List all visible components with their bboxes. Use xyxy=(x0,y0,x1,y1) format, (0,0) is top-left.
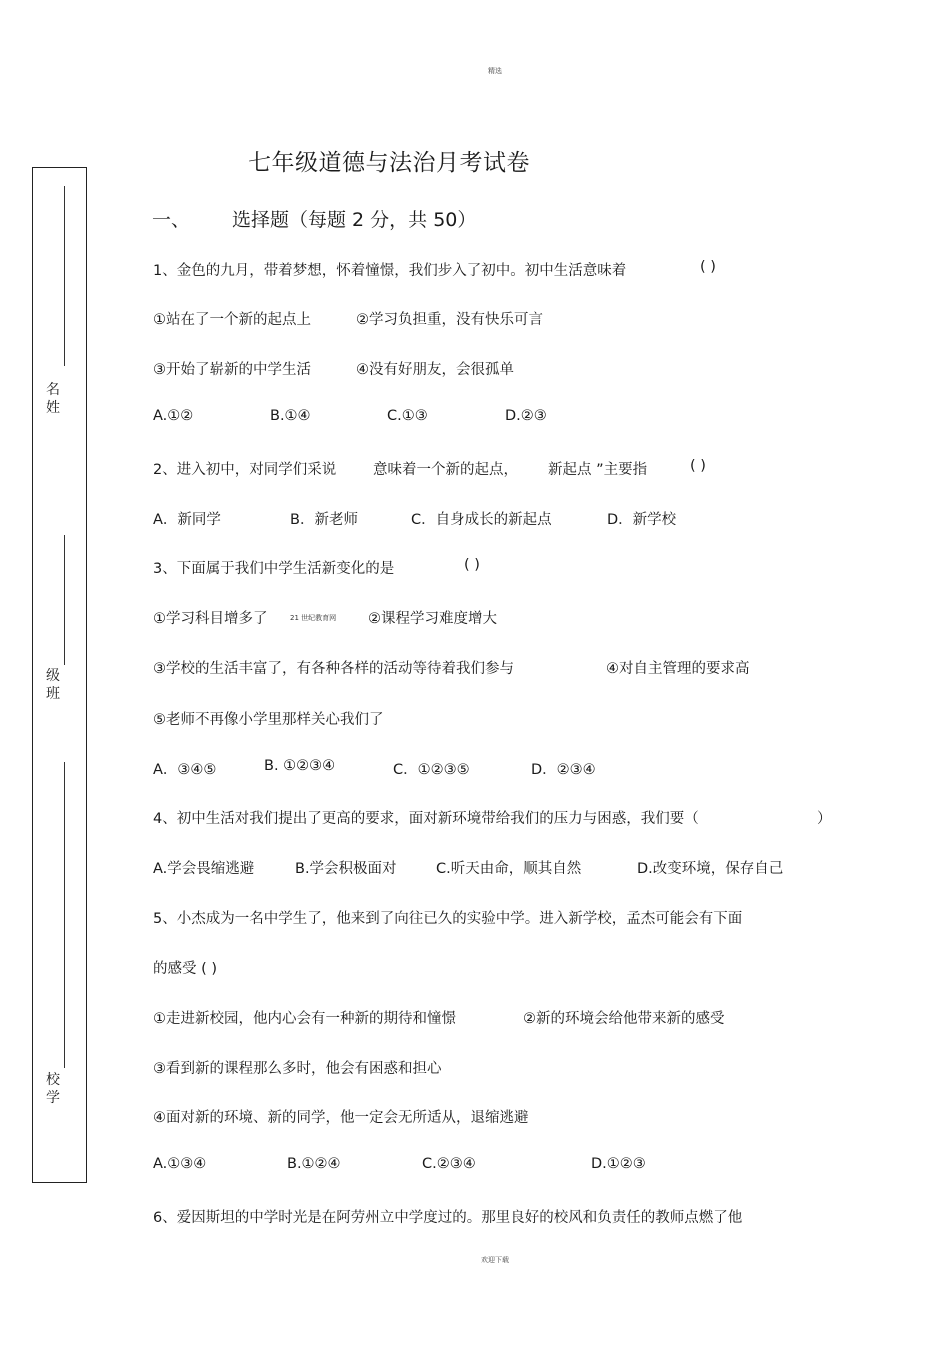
choice-c: C．①②③⑤ xyxy=(393,762,470,778)
answer-paren: ( ) xyxy=(700,259,716,275)
choice-c: C.①③ xyxy=(387,408,428,424)
page-title: 七年级道德与法治月考试卷 xyxy=(248,150,530,176)
section-heading xyxy=(152,205,476,232)
question-stem: 4、初中生活对我们提出了更高的要求，面对新环境带给我们的压力与困惑，我们要（ xyxy=(153,811,699,827)
section-number: 一、 xyxy=(152,209,191,231)
option: ④没有好朋友，会很孤单 xyxy=(356,362,514,378)
footer-mark: 欢迎下载 xyxy=(481,1256,509,1264)
option: ①学习科目增多了 xyxy=(153,611,268,627)
choice-c: C.②③④ xyxy=(422,1156,476,1172)
choice-d: D.①②③ xyxy=(591,1156,646,1172)
watermark-text: 21 世纪教育网 xyxy=(290,614,337,622)
school-label-char-1: 校 xyxy=(46,1072,60,1088)
question-stem: 2、进入初中，对同学们采说 xyxy=(153,462,337,478)
option: ③看到新的课程那么多时，他会有困惑和担心 xyxy=(153,1061,442,1077)
choice-a: A．③④⑤ xyxy=(153,762,217,778)
class-label-char-2: 班 xyxy=(46,686,60,702)
option: ①走进新校园，他内心会有一种新的期待和憧憬 xyxy=(153,1011,456,1027)
question-stem: 5、小杰成为一名中学生了，他来到了向往已久的实验中学。进入新学校，孟杰可能会有下面 xyxy=(153,911,743,927)
question-stem: 1、金色的九月，带着梦想，怀着憧憬，我们步入了初中。初中生活意味着 xyxy=(153,263,627,279)
name-label-char-1: 名 xyxy=(46,382,60,398)
header-mark: 精选 xyxy=(488,67,502,75)
choice-a: A.①② xyxy=(153,408,194,424)
choice-a: A.学会畏缩逃避 xyxy=(153,861,255,877)
school-label xyxy=(45,1071,61,1107)
choice-b: B．新老师 xyxy=(290,512,358,528)
choice-a: A.①③④ xyxy=(153,1156,207,1172)
class-line xyxy=(64,535,65,665)
choice-b: B.①④ xyxy=(270,408,311,424)
section-text: 选择题（每题 2 分，共 50） xyxy=(232,209,477,231)
option: ③开始了崭新的中学生活 xyxy=(153,362,311,378)
question-stem: 6、爱因斯坦的中学时光是在阿劳州立中学度过的。那里良好的校风和负责任的教师点燃了他 xyxy=(153,1210,743,1226)
name-label-char-2: 姓 xyxy=(46,400,60,416)
choice-d: D.②③ xyxy=(505,408,547,424)
choice-a: A．新同学 xyxy=(153,512,221,528)
option: ③学校的生活丰富了，有各种各样的活动等待着我们参与 xyxy=(153,661,514,677)
choice-c: C.听天由命，顺其自然 xyxy=(436,861,582,877)
choice-b: B.学会积极面对 xyxy=(295,861,397,877)
option: ④对自主管理的要求高 xyxy=(606,661,750,677)
name-line xyxy=(64,186,65,366)
name-label xyxy=(45,381,61,417)
question-stem-part: 的感受 ( ) xyxy=(153,961,218,977)
class-label xyxy=(45,667,61,703)
option: ②新的环境会给他带来新的感受 xyxy=(523,1011,725,1027)
option: ④面对新的环境、新的同学，他一定会无所适从，退缩逃避 xyxy=(153,1110,529,1126)
option: ②课程学习难度增大 xyxy=(368,611,497,627)
option: ①站在了一个新的起点上 xyxy=(153,312,311,328)
choice-d: D.改变环境，保存自己 xyxy=(637,861,784,877)
choice-b: B. ①②③④ xyxy=(264,758,336,774)
choice-d: D．新学校 xyxy=(607,512,677,528)
question-stem-part: 新起点 ”主要指 xyxy=(548,462,648,478)
option: ⑤老师不再像小学里那样关心我们了 xyxy=(153,712,384,728)
option: ②学习负担重，没有快乐可言 xyxy=(356,312,543,328)
question-stem-part: 意味着一个新的起点， xyxy=(373,462,518,478)
answer-paren: ） xyxy=(817,811,832,827)
choice-c: C．自身成长的新起点 xyxy=(411,512,552,528)
school-line xyxy=(64,762,65,1068)
answer-paren: ( ) xyxy=(464,557,480,573)
question-stem: 3、下面属于我们中学生活新变化的是 xyxy=(153,561,395,577)
choice-d: D．②③④ xyxy=(531,762,596,778)
class-label-char-1: 级 xyxy=(46,668,60,684)
school-label-char-2: 学 xyxy=(46,1090,60,1106)
choice-b: B.①②④ xyxy=(287,1156,341,1172)
answer-paren: ( ) xyxy=(690,458,706,474)
